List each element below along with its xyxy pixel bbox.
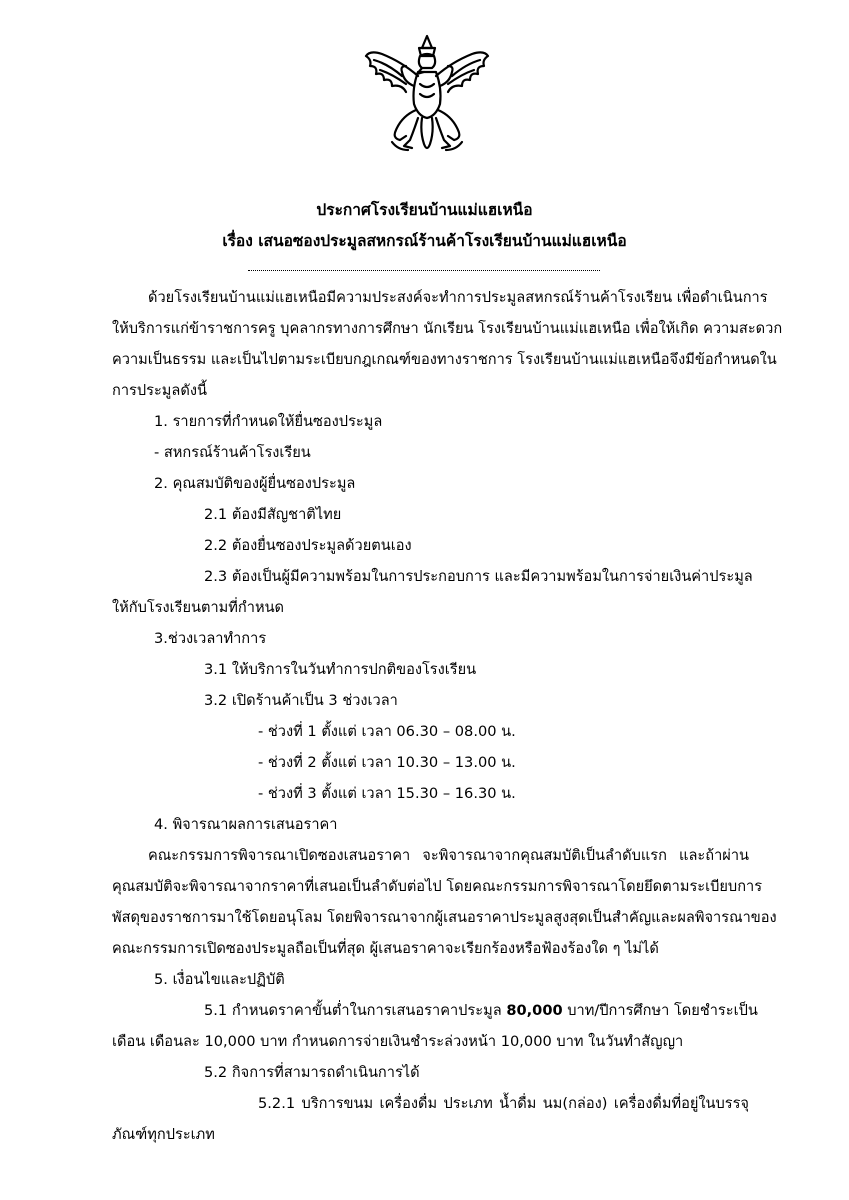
section-4-line: คณะกรรมการเปิดซองประมูลถือเป็นที่สุด ผู้เสนอราคาจะเรียกร้องหรือฟ้องร้องใด ๆ ไม่ได้ bbox=[112, 940, 659, 957]
section-2-item: 2.1 ต้องมีสัญชาติไทย bbox=[204, 506, 342, 523]
intro-line: ความเป็นธรรม และเป็นไปตามระเบียบกฎเกณฑ์ของทางราชการ โรงเรียนบ้านแม่แฮเหนือจึงมีข้อกำหนดใน bbox=[112, 351, 777, 368]
section-4-line: คณะกรรมการพิจารณาเปิดซองเสนอราคา จะพิจารณาจากคุณสมบัติเป็นลำดับแรก และถ้าผ่าน bbox=[148, 847, 749, 864]
min-price-unit: บาท/ปีการศึกษา โดยชำระเป็น bbox=[562, 1002, 758, 1019]
section-5-heading: 5. เงื่อนไขและปฏิบัติ bbox=[154, 971, 285, 988]
section-5-subitem: 5.2.1 บริการขนม เครื่องดื่ม ประเภท น้ำดื่ม นม(กล่อง) เครื่องดื่มที่อยู่ในบรรจุ bbox=[258, 1095, 749, 1112]
intro-line: ด้วยโรงเรียนบ้านแม่แฮเหนือมีความประสงค์จะทำการประมูลสหกรณ์ร้านค้าโรงเรียน เพื่อดำเนินการ bbox=[148, 289, 768, 306]
time-period: - ช่วงที่ 3 ตั้งแต่ เวลา 15.30 – 16.30 น. bbox=[258, 785, 516, 802]
section-2-heading: 2. คุณสมบัติของผู้ยื่นซองประมูล bbox=[154, 475, 356, 492]
section-5-item-cont: เดือน เดือนละ 10,000 บาท กำหนดการจ่ายเงินชำระล่วงหน้า 10,000 บาท ในวันทำสัญญา bbox=[112, 1033, 684, 1050]
time-period: - ช่วงที่ 1 ตั้งแต่ เวลา 06.30 – 08.00 น. bbox=[258, 723, 516, 740]
section-2-item-cont: ให้กับโรงเรียนตามที่กำหนด bbox=[112, 599, 285, 616]
section-5-item: 5.2 กิจการที่สามารถดำเนินการได้ bbox=[204, 1064, 420, 1081]
section-4-heading: 4. พิจารณาผลการเสนอราคา bbox=[154, 816, 338, 833]
min-price-amount: 80,000 bbox=[506, 1002, 563, 1019]
section-5-item bbox=[204, 1001, 758, 1021]
section-2-item: 2.3 ต้องเป็นผู้มีความพร้อมในการประกอบการ และมีความพร้อมในการจ่ายเงินค่าประมูล bbox=[204, 568, 753, 585]
intro-line: การประมูลดังนี้ bbox=[112, 382, 207, 399]
section-3-heading: 3.ช่วงเวลาทำการ bbox=[154, 630, 267, 647]
section-1-heading: 1. รายการที่กำหนดให้ยื่นซองประมูล bbox=[154, 413, 383, 430]
dotted-divider bbox=[248, 270, 600, 271]
min-price-label: 5.1 กำหนดราคาขั้นต่ำในการเสนอราคาประมูล bbox=[204, 1002, 507, 1019]
announcement-title: ประกาศโรงเรียนบ้านแม่แฮเหนือ bbox=[316, 201, 533, 219]
intro-line: ให้บริการแก่ข้าราชการครู บุคลากรทางการศึกษา นักเรียน โรงเรียนบ้านแม่แฮเหนือ เพื่อให้เกิด ความสะดวก bbox=[112, 320, 783, 337]
announcement-subject: เรื่อง เสนอซองประมูลสหกรณ์ร้านค้าโรงเรียนบ้านแม่แฮเหนือ bbox=[222, 232, 627, 250]
section-4-line: พัสดุของราชการมาใช้โดยอนุโลม โดยพิจารณาจากผู้เสนอราคาประมูลสูงสุดเป็นสำคัญและผลพิจารณาของ bbox=[112, 909, 777, 926]
section-3-item: 3.1 ให้บริการในวันทำการปกติของโรงเรียน bbox=[204, 661, 477, 678]
section-4-line: คุณสมบัติจะพิจารณาจากราคาที่เสนอเป็นลำดับต่อไป โดยคณะกรรมการพิจารณาโดยยึดตามระเบียบการ bbox=[112, 878, 763, 895]
time-period: - ช่วงที่ 2 ตั้งแต่ เวลา 10.30 – 13.00 น. bbox=[258, 754, 516, 771]
garuda-emblem-icon bbox=[362, 32, 492, 157]
section-2-item: 2.2 ต้องยื่นซองประมูลด้วยตนเอง bbox=[204, 537, 412, 554]
section-5-subitem-cont: ภัณฑ์ทุกประเภท bbox=[112, 1126, 215, 1143]
section-3-item: 3.2 เปิดร้านค้าเป็น 3 ช่วงเวลา bbox=[204, 692, 398, 709]
section-1-item: - สหกรณ์ร้านค้าโรงเรียน bbox=[154, 444, 311, 461]
